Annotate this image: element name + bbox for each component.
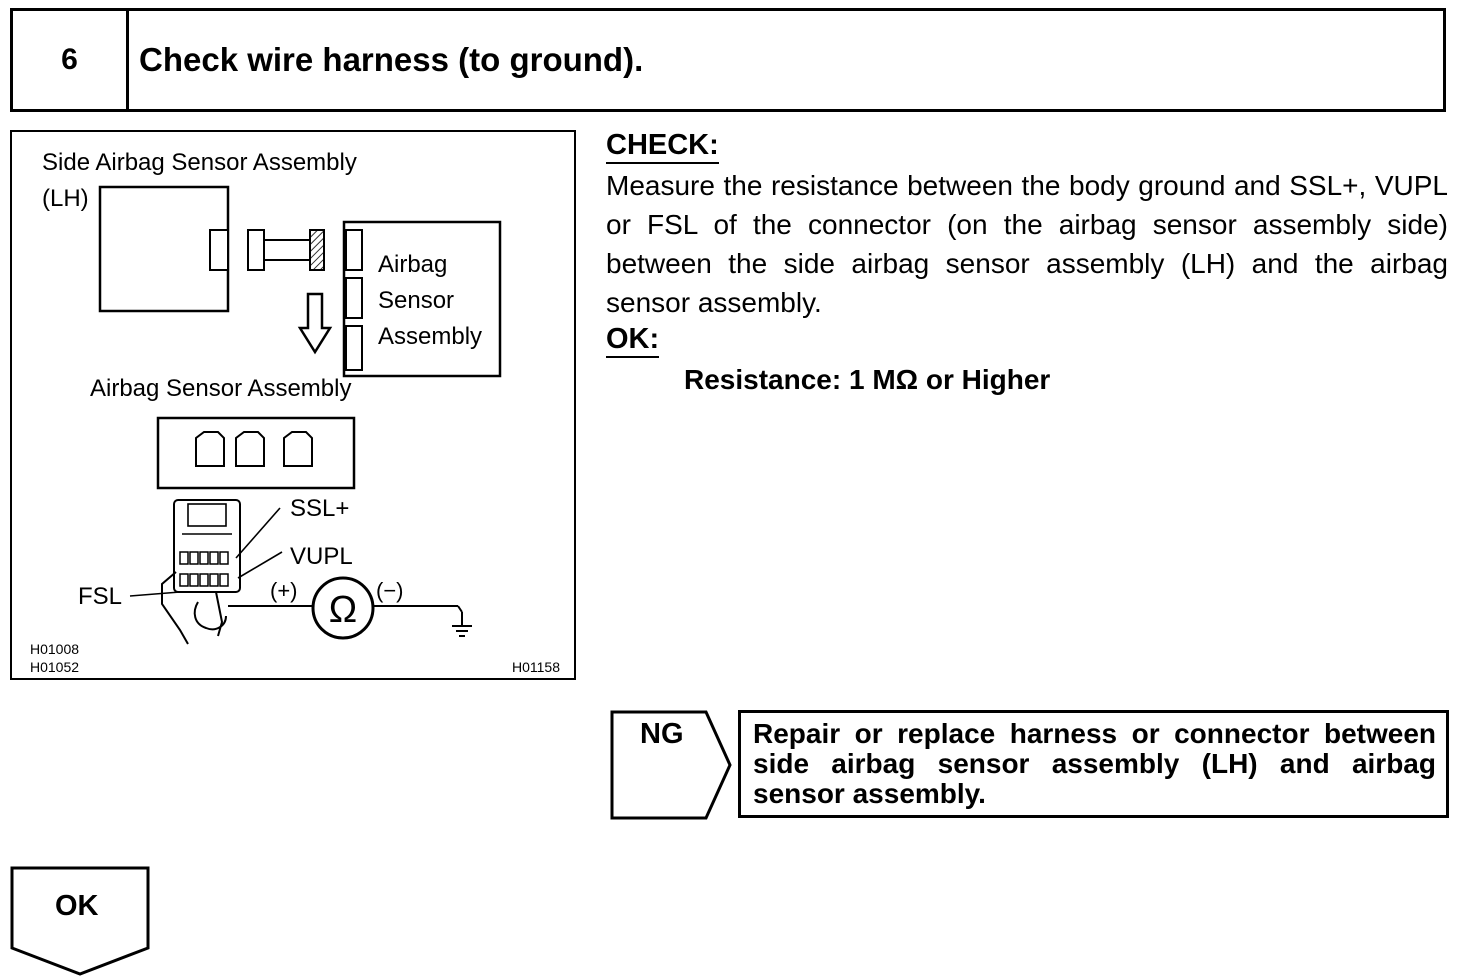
figure-code-1: H01008 — [30, 641, 80, 657]
check-instructions: Measure the resistance between the body ground and SSL+, VUPL or FSL of the connector (on the airbag sensor assembly side) between the side airbag sensor assembly (LH) and the airbag sensor assembly. — [606, 170, 1448, 318]
figure-code-3: H01158 — [512, 659, 561, 675]
plus-label: (+) — [270, 578, 298, 603]
fsl-leader-line — [130, 592, 180, 596]
connector-pin-3 — [284, 432, 312, 466]
box-label-airbag: Airbag — [378, 251, 448, 278]
ok-arrow-label: OK — [55, 890, 99, 922]
harness-plug-left — [248, 230, 264, 270]
box-socket-2 — [346, 278, 362, 318]
connector-face — [158, 418, 354, 488]
step-number: 6 — [13, 11, 129, 109]
wiring-illustration — [10, 130, 576, 680]
side-sensor-lh-label: (LH) — [42, 185, 89, 212]
down-arrow-icon — [300, 294, 330, 352]
box-socket-3 — [346, 326, 362, 370]
connector-latch — [188, 504, 226, 526]
figure-code-2: H01052 — [30, 659, 80, 675]
wiring-diagram-svg — [12, 132, 578, 682]
ng-label: NG — [640, 718, 684, 750]
fsl-terminal-label: FSL — [78, 583, 123, 610]
minus-label: (−) — [376, 578, 404, 603]
side-sensor-label: Side Airbag Sensor Assembly — [42, 149, 357, 176]
step-title: Check wire harness (to ground). — [139, 41, 644, 78]
step-header — [10, 8, 1446, 112]
ng-action-box — [738, 710, 1449, 818]
check-label: CHECK: — [606, 128, 719, 164]
connector-pin-2 — [236, 432, 264, 466]
box-label-assembly: Assembly — [378, 323, 483, 350]
ok-label: OK: — [606, 322, 659, 358]
vupl-terminal-label: VUPL — [290, 543, 353, 570]
harness-plug-right — [310, 230, 324, 270]
ohm-symbol: Ω — [328, 589, 358, 631]
ssl-leader-line — [236, 508, 280, 558]
connector-pin-1 — [196, 432, 224, 466]
resistance-spec: Resistance: 1 MΩ or Higher — [684, 364, 1051, 395]
side-sensor-connector — [210, 230, 228, 270]
connector-terminals — [180, 552, 228, 586]
box-label-sensor: Sensor — [378, 287, 455, 314]
vupl-leader-line — [238, 552, 282, 578]
ssl-terminal-label: SSL+ — [290, 495, 350, 522]
connector-caption: Airbag Sensor Assembly — [90, 375, 352, 402]
check-section — [606, 128, 1448, 396]
box-socket-1 — [346, 230, 362, 270]
meter-wire-bend — [458, 606, 462, 612]
ng-action-text: Repair or replace harness or connector between side airbag sensor assembly (LH) and airbag sensor assembly. — [753, 718, 1436, 809]
side-sensor-body — [100, 187, 228, 311]
